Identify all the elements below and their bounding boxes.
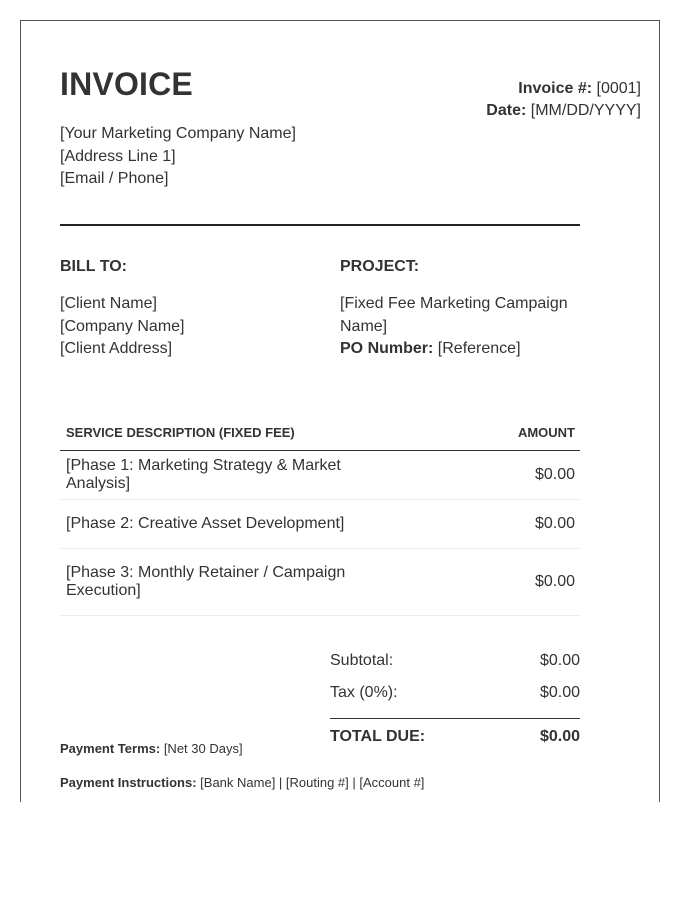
tax-value: $0.00 [539,684,580,701]
sender-address: [Address Line 1] [60,147,176,165]
payment-terms-value: [Net 30 Days] [163,741,243,756]
subtotal-label: Subtotal: [330,652,394,669]
po-number-label: PO Number: [340,340,434,357]
tax-row [330,677,580,709]
invoice-number-value: [0001] [596,80,641,97]
invoice-number-row [486,78,641,100]
row-description: [Phase 3: Monthly Retainer / Campaign Execution] [66,564,346,599]
project-name: [Fixed Fee Marketing Campaign Name] [340,295,568,335]
invoice-date-label: Date: [486,102,527,119]
header-divider [60,224,580,226]
payment-instructions-value: [Bank Name] | [Routing #] | [Account #] [200,775,425,790]
sender-company: [Your Marketing Company Name] [60,125,296,142]
totals-block [330,645,580,746]
header-amount: AMOUNT [517,425,575,440]
project-heading: PROJECT: [340,258,420,275]
invoice-date-value: [MM/DD/YYYY] [530,102,641,119]
header-description: SERVICE DESCRIPTION (FIXED FEE) [66,425,295,440]
table-row [60,500,580,549]
invoice-title: INVOICE [60,66,193,102]
po-number-row [340,338,590,361]
table-row [60,451,580,500]
po-number-value: [Reference] [437,340,521,357]
row-amount: $0.00 [534,573,575,590]
services-table [60,425,580,616]
row-description: [Phase 1: Marketing Strategy & Market Analysis] [66,457,341,492]
bill-to-client-address: [Client Address] [60,340,173,357]
sender-contact: [Email / Phone] [60,170,169,187]
invoice-meta [486,78,641,122]
table-header [60,425,580,451]
total-due-value: $0.00 [539,728,580,745]
payment-terms [60,741,243,756]
subtotal-row [330,645,580,677]
bill-to-company-name: [Company Name] [60,317,185,335]
payment-instructions-label: Payment Instructions: [60,775,197,790]
bill-to-client-name: [Client Name] [60,295,157,312]
project-section [340,258,590,361]
total-due-row [330,719,580,746]
sender-block [60,123,296,191]
invoice-date-row [486,100,641,122]
row-description: [Phase 2: Creative Asset Development] [66,515,345,532]
table-row [60,549,580,616]
bill-to-heading: BILL TO: [60,258,127,275]
subtotal-value: $0.00 [539,652,580,669]
invoice-number-label: Invoice #: [518,80,593,97]
bill-to-section [60,258,320,361]
tax-label: Tax (0%): [330,684,398,701]
total-due-label: TOTAL DUE: [330,728,426,745]
payment-instructions [60,775,424,790]
row-amount: $0.00 [534,515,575,532]
payment-terms-label: Payment Terms: [60,741,161,756]
row-amount: $0.00 [534,466,575,483]
